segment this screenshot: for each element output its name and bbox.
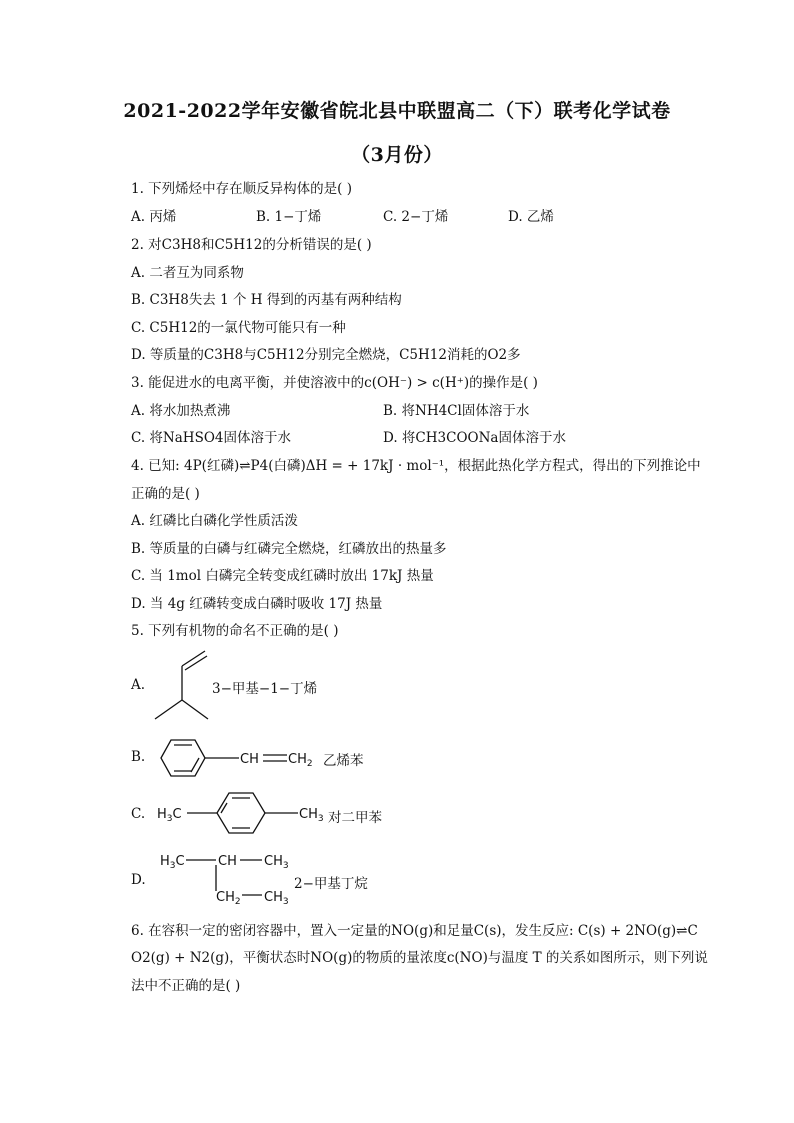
q5-option-d-label: D.: [131, 872, 146, 888]
q5-d-methylbutane-structure: [158, 847, 298, 907]
q5-stem: 5. 下列有机物的命名不正确的是( ): [131, 623, 339, 639]
q3-option-c: C. 将NaHSO4固体溶于水: [131, 430, 291, 446]
svg-text:CH3: $CH_3$: [264, 854, 289, 871]
q6-stem-line1: 6. 在容积一定的密闭容器中，置入一定量的NO(g)和足量C(s)，发生反应: C(s) + 2NO(g)⇌C: [131, 923, 698, 939]
q5-b-ch2-text: CH: [288, 752, 307, 767]
q3-option-b: B. 将NH4Cl固体溶于水: [383, 403, 530, 419]
q2-option-c: C. C5H12的一氯代物可能只有一种: [131, 320, 346, 336]
q6-stem-line3: 法中不正确的是( ): [131, 978, 241, 994]
q4-option-b: B. 等质量的白磷与红磷完全燃烧，红磷放出的热量多: [131, 541, 447, 557]
svg-text:CH3: $CH_3$: [299, 807, 324, 824]
q3-option-d: D. 将CH3COONa固体溶于水: [383, 430, 566, 446]
q5-b-styrene-structure: [155, 735, 325, 781]
q5-option-a-name: 3−甲基−1−丁烯: [212, 681, 318, 697]
q3-stem: 3. 能促进水的电离平衡，并使溶液中的c(OH⁻) > c(H⁺)的操作是( ): [131, 375, 538, 391]
q1-option-c: C. 2−丁烯: [383, 209, 449, 225]
q2-option-d: D. 等质量的C3H8与C5H12分别完全燃烧，C5H12消耗的O2多: [131, 347, 521, 363]
svg-text:H3C: $H_3C$: [157, 807, 182, 824]
q5-option-b-label: B.: [131, 749, 146, 765]
q4-option-c: C. 当 1mol 白磷完全转变成红磷时放出 17kJ 热量: [131, 568, 434, 584]
q5-d-ch3b-text: CH: [264, 890, 283, 905]
svg-text:CH3: $CH_3$: [264, 890, 289, 907]
exam-subtitle: （3月份）: [351, 144, 443, 166]
svg-text:H3C: $H_3C$: [160, 854, 185, 871]
q1-option-a: A. 丙烯: [131, 209, 177, 225]
svg-text:CH2: $CH_2$: [216, 890, 241, 907]
q5-a-skeletal-structure: [150, 648, 214, 724]
q5-d-ch-text: CH: [218, 854, 237, 869]
q5-option-c-label: C.: [131, 806, 146, 822]
q4-stem-line2: 正确的是( ): [131, 486, 200, 502]
q5-option-a-label: A.: [131, 677, 146, 693]
q1-stem: 1. 下列烯烃中存在顺反异构体的是( ): [131, 181, 352, 197]
q4-option-d: D. 当 4g 红磷转变成白磷时吸收 17J 热量: [131, 596, 383, 612]
q3-option-a: A. 将水加热煮沸: [131, 403, 231, 419]
q5-d-h3c-text: H: [160, 854, 170, 869]
q4-option-a: A. 红磷比白磷化学性质活泼: [131, 513, 298, 529]
q4-stem-line1: 4. 已知: 4P(红磷)⇌P4(白磷)ΔH = + 17kJ · mol⁻¹，根据此热化学方程式，得出的下列推论中: [131, 458, 701, 474]
q5-c-ch3-text: CH: [299, 807, 318, 822]
q1-option-d: D. 乙烯: [508, 209, 554, 225]
q2-stem: 2. 对C3H8和C5H12的分析错误的是( ): [131, 237, 372, 253]
exam-title: 2021-2022学年安徽省皖北县中联盟高二（下）联考化学试卷: [123, 100, 671, 122]
q2-option-a: A. 二者互为同系物: [131, 265, 244, 281]
q5-c-para-xylene-structure: [155, 790, 335, 836]
q5-option-d-name: 2−甲基丁烷: [294, 876, 368, 892]
q1-option-b: B. 1−丁烯: [256, 209, 322, 225]
q5-option-c-name: 对二甲苯: [328, 810, 382, 826]
q6-stem-line2: O2(g) + N2(g)，平衡状态时NO(g)的物质的量浓度c(NO)与温度 T 的关系如图所示，则下列说: [131, 950, 708, 966]
q5-b-ch-text: CH: [240, 752, 259, 767]
q5-d-ch3a-text: CH: [264, 854, 283, 869]
svg-text:CH2: $CH_2$: [288, 752, 313, 769]
q5-option-b-name: 乙烯苯: [323, 753, 364, 769]
q5-d-ch2-text: CH: [216, 890, 235, 905]
q2-option-b: B. C3H8失去 1 个 H 得到的丙基有两种结构: [131, 292, 402, 308]
q5-c-h3c-text: H: [157, 807, 167, 822]
